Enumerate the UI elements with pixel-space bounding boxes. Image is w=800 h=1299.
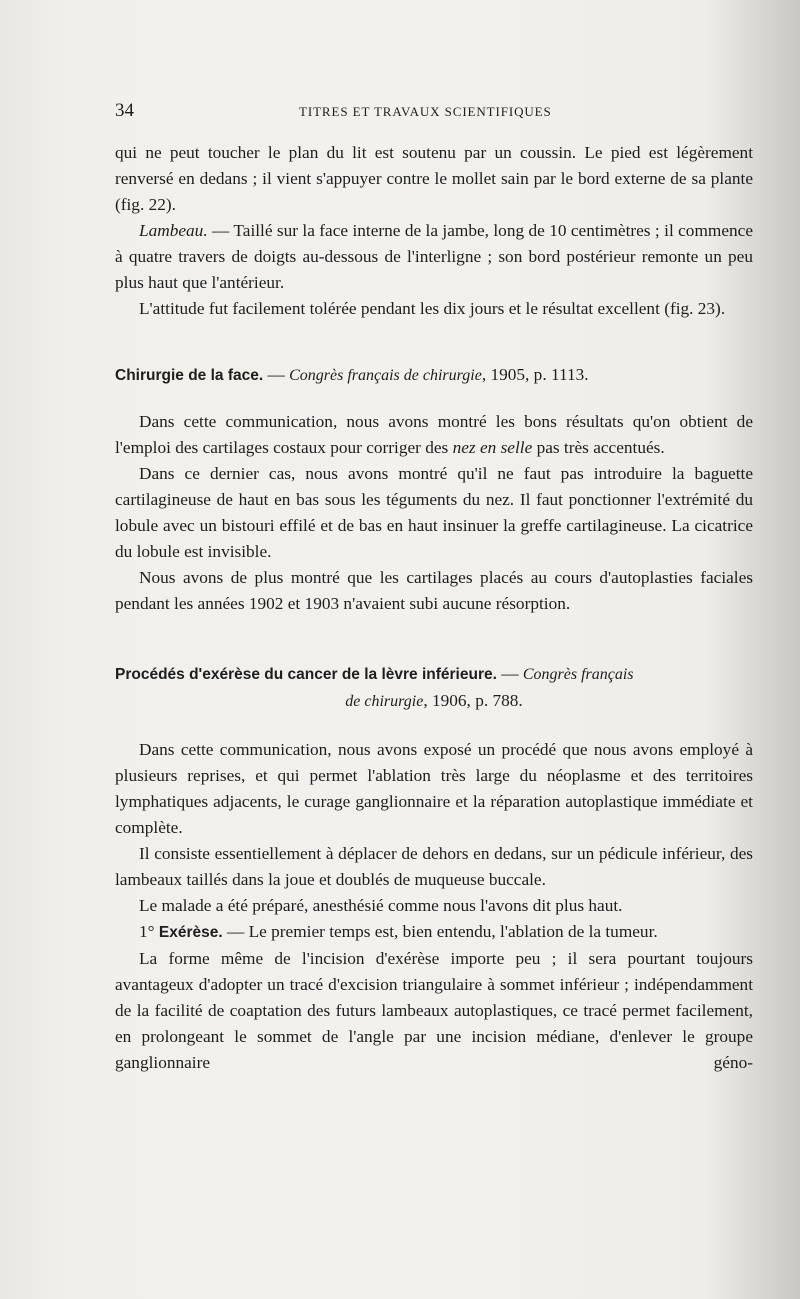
paragraph: Dans ce dernier cas, nous avons montré qu'il ne faut pas introduire la baguette cartilagineuse de haut en bas sous les téguments du nez. Il faut ponctionner l'extrémité du lobule avec un bistouri effilé et de bas en haut insinuer la greffe cartilagineuse. La cicatrice du lobule est invisible. bbox=[115, 464, 753, 561]
paragraph: Le malade a été préparé, anesthésié comme nous l'avons dit plus haut. bbox=[139, 896, 623, 915]
journal-reference: , 1905, p. 1113. bbox=[481, 365, 589, 384]
section-title: Procédés d'exérèse du cancer de la lèvre inférieure. bbox=[115, 666, 497, 683]
step-text: — Le premier temps est, bien entendu, l'ablation de la tumeur. bbox=[222, 922, 658, 941]
journal-reference: , 1906, p. 788. bbox=[423, 691, 523, 710]
section-dash: — bbox=[263, 365, 290, 384]
paragraph: L'attitude fut facilement tolérée pendant les dix jours et le résultat excellent (fig. 23). bbox=[139, 299, 726, 318]
step-label: Exérèse. bbox=[158, 924, 223, 941]
italic-term: nez en selle bbox=[452, 438, 533, 457]
paragraph: La forme même de l'incision d'exérèse importe peu ; il sera pourtant toujours avantageux d'adopter un tracé d'excision triangulaire à sommet inférieur ; indépendamment de la facilité de coaptation des futurs lambeaux autoplastiques, ce tracé permet facilement, en prolongeant le sommet de l'angle par une incision médiane, d'enlever le groupe ganglionnaire géno- bbox=[115, 949, 753, 1072]
text: Dans cette communication, nous avons montré les bons résultats qu'on obtient de l'emploi des cartilages costaux pour corriger des bbox=[115, 412, 753, 457]
body-text bbox=[115, 140, 753, 1076]
section-title: Chirurgie de la face. bbox=[115, 367, 264, 384]
paragraph-exerese bbox=[115, 919, 753, 946]
paragraph: Dans cette communication, nous avons exposé un procédé que nous avons employé à plusieurs reprises, et qui permet l'ablation très large du néoplasme et des territoires lymphatiques adjacents, le curage ganglionnaire et la réparation autoplastique immédiate et complète. bbox=[115, 740, 753, 837]
paragraph: Nous avons de plus montré que les cartilages placés au cours d'autoplasties faciales pendant les années 1902 et 1903 n'avaient subi aucune résorption. bbox=[115, 568, 753, 613]
section-dash: — bbox=[496, 664, 523, 683]
paragraph: Il consiste essentiellement à déplacer de dehors en dedans, sur un pédicule inférieur, des lambeaux taillés dans la joue et doublés de muqueuse buccale. bbox=[115, 844, 753, 889]
paragraph: qui ne peut toucher le plan du lit est soutenu par un coussin. Le pied est légèrement renversé en dedans ; il vient s'appuyer contre le mollet sain par le bord externe de sa plante (fig. 22). bbox=[115, 143, 753, 214]
running-head bbox=[115, 100, 755, 124]
section-heading-chirurgie-face bbox=[115, 362, 753, 389]
paragraph-lambeau bbox=[115, 218, 753, 296]
text: pas très accentués. bbox=[532, 438, 665, 457]
section-heading-cancer-levre bbox=[115, 661, 753, 715]
reference-line bbox=[115, 688, 753, 715]
journal-title-part2: de chirurgie bbox=[345, 693, 424, 710]
lambeau-label: Lambeau. bbox=[139, 221, 208, 240]
lambeau-text: — Taillé sur la face interne de la jambe, long de 10 centimètres ; il commence à quatre travers de doigts au-dessous de l'interligne ; son bord postérieur remonte un peu plus haut que l'antérieur. bbox=[115, 221, 753, 292]
step-number: 1° bbox=[139, 922, 155, 941]
page-number: 34 bbox=[115, 100, 134, 121]
paragraph bbox=[115, 409, 753, 461]
journal-title-part1: Congrès français bbox=[522, 666, 634, 683]
journal-title: Congrès français de chirurgie bbox=[289, 367, 482, 384]
running-title: TITRES ET TRAVAUX SCIENTIFIQUES bbox=[299, 104, 552, 119]
